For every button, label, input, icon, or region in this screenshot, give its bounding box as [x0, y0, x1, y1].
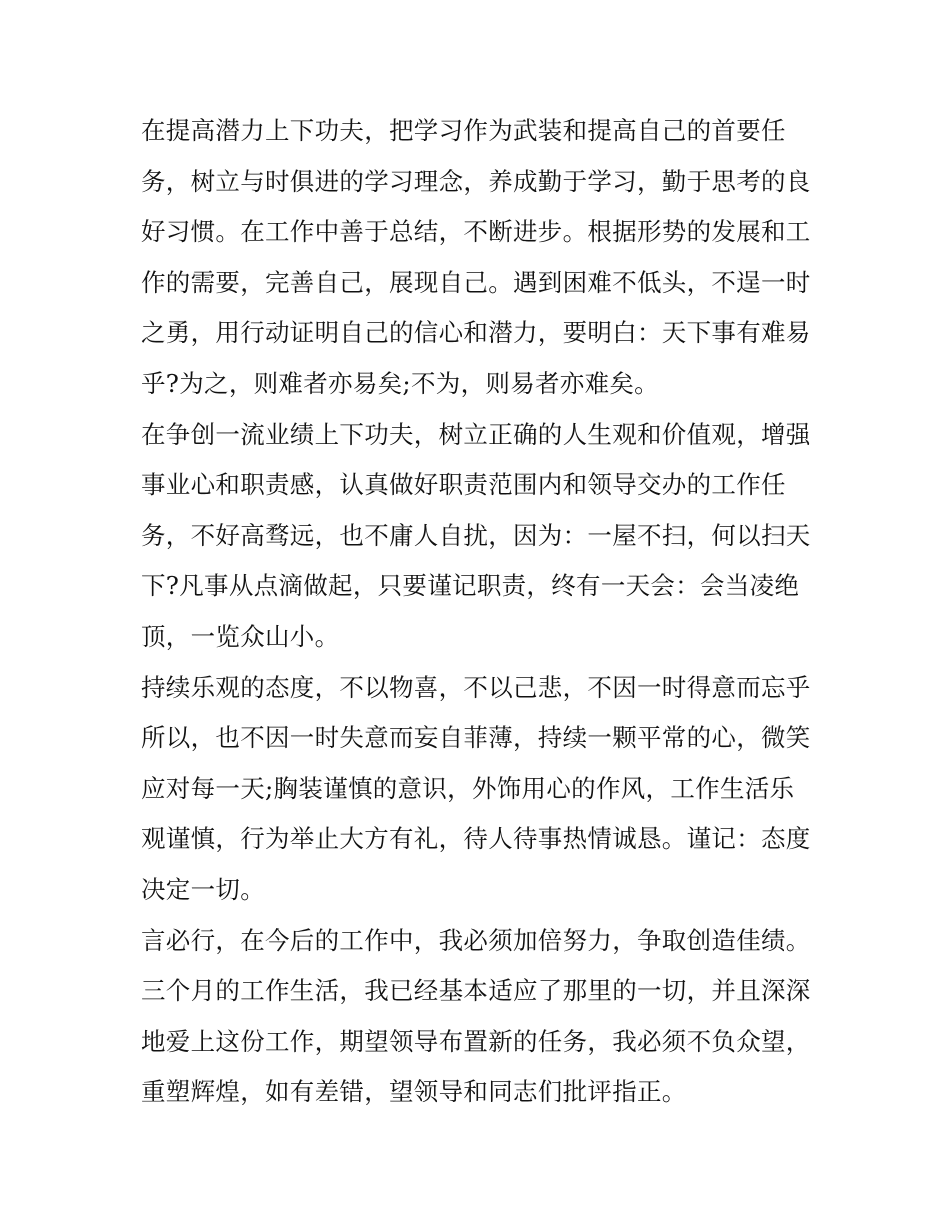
- text-line: 在争创一流业绩上下功夫，树立正确的人生观和价值观，增强: [141, 419, 811, 449]
- text-line: 务，不好高骛远，也不庸人自扰，因为：一屋不扫，何以扫天: [141, 520, 811, 550]
- text-line: 事业心和职责感，认真做好职责范围内和领导交办的工作任: [141, 470, 786, 500]
- text-line: 应对每一天;胸装谨慎的意识，外饰用心的作风，工作生活乐: [141, 773, 795, 803]
- document-body: [141, 106, 821, 1118]
- paragraph-performance: [141, 410, 821, 663]
- text-line: 务，树立与时俱进的学习理念，养成勤于学习，勤于思考的良: [141, 166, 811, 196]
- text-line: 决定一切。: [141, 874, 265, 904]
- text-line: 三个月的工作生活，我已经基本适应了那里的一切，并且深深: [141, 976, 811, 1006]
- text-line: 言必行，在今后的工作中，我必须加倍努力，争取创造佳绩。: [141, 925, 811, 955]
- text-line: 观谨慎，行为举止大方有礼，待人待事热情诚恳。谨记：态度: [141, 824, 811, 854]
- text-line: 重塑辉煌，如有差错，望领导和同志们批评指正。: [141, 1077, 687, 1107]
- text-line: 在提高潜力上下功夫，把学习作为武装和提高自己的首要任: [141, 116, 786, 145]
- text-line: 地爱上这份工作，期望领导布置新的任务，我必须不负众望，: [141, 1026, 811, 1056]
- text-line: 顶，一览众山小。: [141, 621, 340, 651]
- paragraph-study: [141, 106, 821, 410]
- paragraph-commitment: [141, 916, 821, 967]
- text-line: 下?凡事从点滴做起，只要谨记职责，终有一天会：会当凌绝: [141, 571, 800, 601]
- text-line: 之勇，用行动证明自己的信心和潜力，要明白：天下事有难易: [141, 318, 811, 348]
- paragraph-attitude: [141, 663, 821, 916]
- text-line: 乎?为之，则难者亦易矣;不为，则易者亦难矣。: [141, 368, 659, 398]
- text-line: 持续乐观的态度，不以物喜，不以己悲，不因一时得意而忘乎: [141, 672, 811, 702]
- text-line: 所以，也不因一时失意而妄自菲薄，持续一颗平常的心，微笑: [141, 723, 811, 753]
- text-line: 好习惯。在工作中善于总结，不断进步。根据形势的发展和工: [141, 217, 811, 247]
- text-line: 作的需要，完善自己，展现自己。遇到困难不低头，不逞一时: [141, 267, 811, 297]
- paragraph-conclusion: [141, 966, 821, 1118]
